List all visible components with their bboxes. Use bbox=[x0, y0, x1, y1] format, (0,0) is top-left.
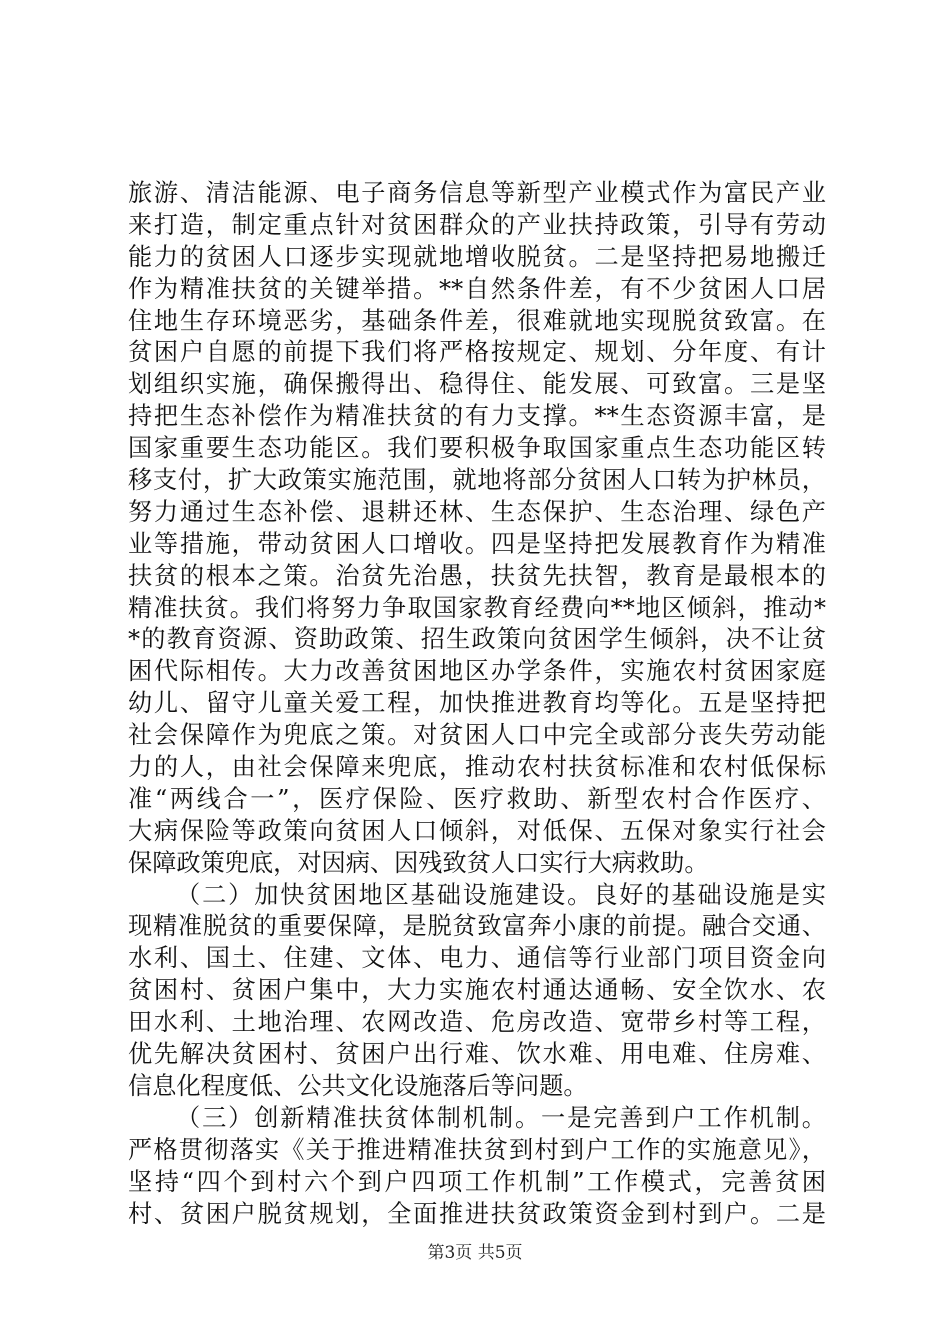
text-line: 严格贯彻落实《关于推进精准扶贫到村到户工作的实施意见》， bbox=[128, 1135, 826, 1164]
text-line: 准“两线合一”，医疗保险、医疗救助、新型农村合作医疗、 bbox=[128, 784, 826, 813]
text-line: 优先解决贫困村、贫困户出行难、饮水难、用电难、住房难、 bbox=[128, 1040, 826, 1069]
text-line: 国家重要生态功能区。我们要积极争取国家重点生态功能区转 bbox=[128, 434, 826, 463]
text-line: 作为精准扶贫的关键举措。**自然条件差，有不少贫困人口居 bbox=[128, 274, 826, 303]
text-line: 努力通过生态补偿、退耕还林、生态保护、生态治理、绿色产 bbox=[128, 497, 826, 526]
text-line: 住地生存环境恶劣，基础条件差，很难就地实现脱贫致富。在 bbox=[128, 306, 826, 335]
text-line: 大病保险等政策向贫困人口倾斜，对低保、五保对象实行社会 bbox=[128, 816, 826, 845]
text-line: 贫困户自愿的前提下我们将严格按规定、规划、分年度、有计 bbox=[128, 338, 826, 367]
text-line: 社会保障作为兜底之策。对贫困人口中完全或部分丧失劳动能 bbox=[128, 721, 826, 750]
text-line: 信息化程度低、公共文化设施落后等问题。 bbox=[128, 1071, 588, 1100]
page-footer: 第3页 共5页 bbox=[427, 1243, 523, 1263]
text-line: 划组织实施，确保搬得出、稳得住、能发展、可致富。三是坚 bbox=[128, 370, 826, 399]
text-line: 精准扶贫。我们将努力争取国家教育经费向**地区倾斜，推动* bbox=[128, 593, 826, 622]
text-line: （二）加快贫困地区基础设施建设。良好的基础设施是实 bbox=[176, 880, 826, 909]
text-line: 业等措施，带动贫困人口增收。四是坚持把发展教育作为精准 bbox=[128, 529, 826, 558]
text-line: *的教育资源、资助政策、招生政策向贫困学生倾斜，决不让贫 bbox=[128, 625, 826, 654]
text-line: 移支付，扩大政策实施范围，就地将部分贫困人口转为护林员， bbox=[128, 466, 826, 495]
text-line: 幼儿、留守儿童关爱工程，加快推进教育均等化。五是坚持把 bbox=[128, 689, 826, 718]
text-line: 田水利、土地治理、农网改造、危房改造、宽带乡村等工程， bbox=[128, 1008, 826, 1037]
text-line: 旅游、清洁能源、电子商务信息等新型产业模式作为富民产业 bbox=[128, 179, 826, 207]
text-line: 水利、国土、住建、文体、电力、通信等行业部门项目资金向 bbox=[128, 944, 826, 973]
text-line: 扶贫的根本之策。治贫先治愚，扶贫先扶智，教育是最根本的 bbox=[128, 561, 826, 590]
text-line: 保障政策兜底，对因病、因残致贫人口实行大病救助。 bbox=[128, 848, 709, 877]
text-line: 现精准脱贫的重要保障，是脱贫致富奔小康的前提。融合交通、 bbox=[128, 912, 826, 941]
body-text bbox=[128, 178, 826, 1230]
text-line: 村、贫困户脱贫规划，全面推进扶贫政策资金到村到户。二是 bbox=[128, 1199, 826, 1228]
text-line: （三）创新精准扶贫体制机制。一是完善到户工作机制。 bbox=[176, 1103, 826, 1132]
text-line: 持把生态补偿作为精准扶贫的有力支撑。**生态资源丰富，是 bbox=[128, 402, 826, 431]
text-line: 力的人，由社会保障来兜底，推动农村扶贫标准和农村低保标 bbox=[128, 753, 826, 782]
text-line: 贫困村、贫困户集中，大力实施农村通达通畅、安全饮水、农 bbox=[128, 976, 826, 1005]
text-line: 困代际相传。大力改善贫困地区办学条件，实施农村贫困家庭 bbox=[128, 657, 826, 686]
text-line: 能力的贫困人口逐步实现就地增收脱贫。二是坚持把易地搬迁 bbox=[128, 242, 826, 271]
text-line: 来打造，制定重点针对贫困群众的产业扶持政策，引导有劳动 bbox=[128, 210, 826, 239]
text-line: 坚持“四个到村六个到户四项工作机制”工作模式，完善贫困 bbox=[128, 1167, 826, 1196]
